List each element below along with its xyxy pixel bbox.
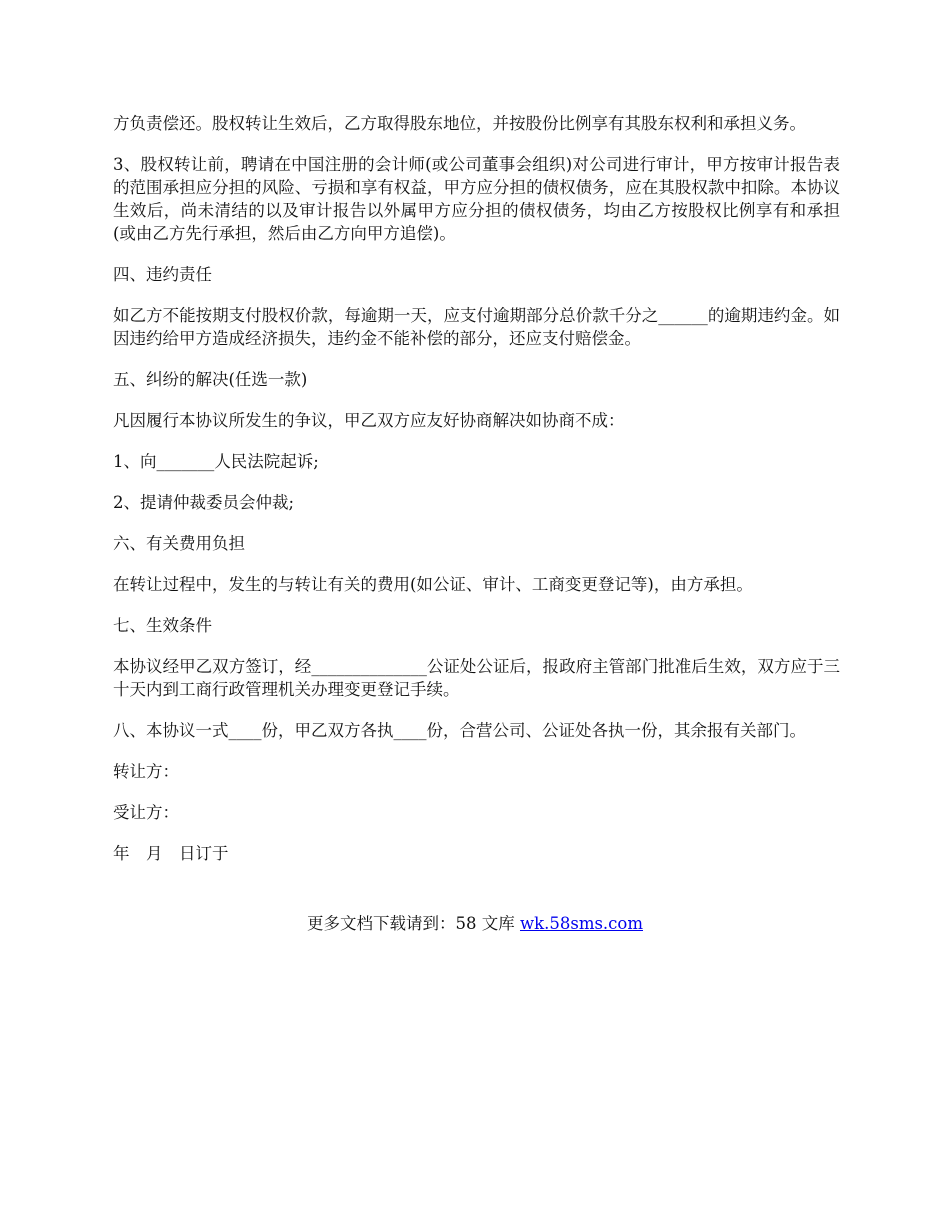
paragraph-fees: 在转让过程中，发生的与转让有关的费用(如公证、审计、工商变更登记等)，由方承担。 [113, 575, 753, 594]
paragraph-effectiveness: 本协议经甲乙双方签订，经______________公证处公证后，报政府主管部门批准后生效，双方应于三十天内到工商行政管理机关办理变更登记手续。 [113, 657, 840, 699]
paragraph-dispute: 凡因履行本协议所发生的争议，甲乙双方应友好协商解决如协商不成： [113, 411, 625, 430]
section-heading-dispute: 五、纠纷的解决(任选一款) [113, 370, 308, 389]
paragraph-copies: 八、本协议一式____份，甲乙双方各执____份，合营公司、公证处各执一份，其余报有关部门。 [113, 721, 806, 740]
signature-date: 年 月 日订于 [113, 844, 229, 863]
section-heading-effectiveness: 七、生效条件 [113, 616, 212, 635]
paragraph-dispute-option-1: 1、向_______人民法院起诉; [113, 452, 319, 471]
paragraph-clause-3: 3、股权转让前，聘请在中国注册的会计师(或公司董事会组织)对公司进行审计，甲方按审计报告表的范围承担应分担的风险、亏损和享有权益，甲方应分担的债权债务，应在其股权款中扣除。本协议生效后，尚未清结的以及审计报告以外属甲方应分担的债权债务，均由乙方按股权比例享有和承担(或由乙方先行承担，然后由乙方向甲方追偿)。 [113, 155, 840, 243]
section-heading-breach: 四、违约责任 [113, 265, 212, 284]
footer [0, 912, 950, 935]
section-heading-fees: 六、有关费用负担 [113, 534, 245, 553]
document-body [113, 112, 840, 883]
footer-text: 更多文档下载请到：58 文库 [306, 914, 520, 933]
paragraph-dispute-option-2: 2、提请仲裁委员会仲裁; [113, 493, 295, 512]
signature-transferee: 受让方： [113, 803, 179, 822]
paragraph-continuation: 方负责偿还。股权转让生效后，乙方取得股东地位，并按股份比例享有其股东权利和承担义务。 [113, 114, 806, 133]
signature-transferor: 转让方： [113, 762, 179, 781]
paragraph-breach: 如乙方不能按期支付股权价款，每逾期一天，应支付逾期部分总价款千分之______的逾期违约金。如因违约给甲方造成经济损失，违约金不能补偿的部分，还应支付赔偿金。 [113, 306, 840, 348]
footer-link[interactable]: wk.58sms.com [519, 914, 643, 933]
